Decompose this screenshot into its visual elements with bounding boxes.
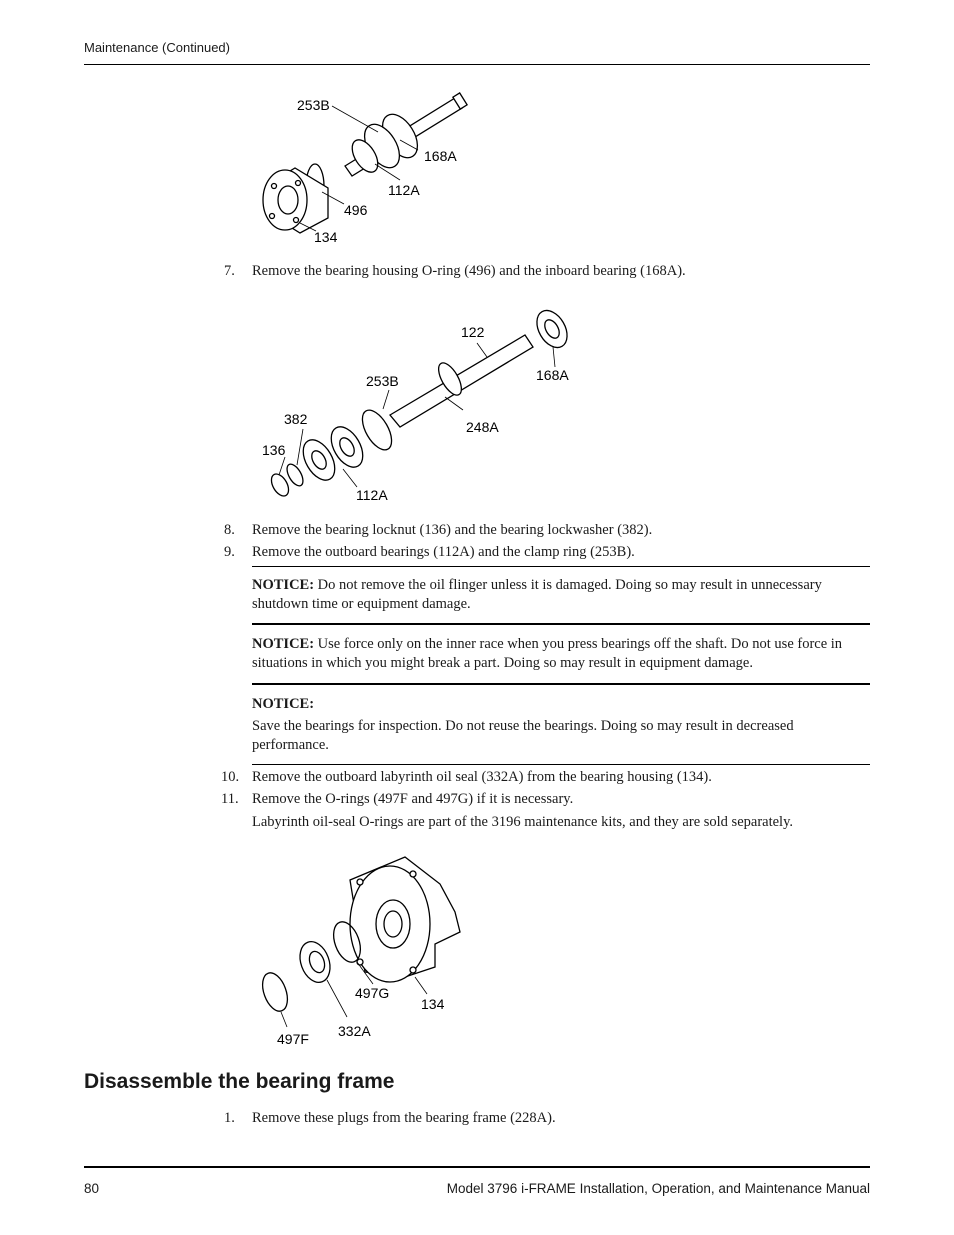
callout-112A: 112A [388, 182, 420, 198]
notice-divider [252, 683, 870, 685]
notice-label: NOTICE: [252, 636, 315, 652]
step-number: 9. [224, 544, 235, 560]
callout-497F: 497F [277, 1031, 309, 1047]
page-number: 80 [84, 1181, 100, 1196]
figure-housing-seal-orings [255, 852, 480, 1057]
step-number: 8. [224, 522, 235, 538]
figure-shaft-exploded [255, 305, 585, 505]
header-rule [84, 64, 870, 65]
step-number: 11. [221, 791, 239, 807]
callout-253B: 253B [366, 373, 399, 389]
callout-253B: 253B [297, 97, 330, 113]
notice-oil-flinger [252, 576, 864, 614]
notice-label: NOTICE: [252, 577, 315, 593]
callout-136: 136 [262, 442, 286, 458]
footer-manual-title: Model 3796 i-FRAME Installation, Operation, and Maintenance Manual [446, 1181, 870, 1196]
step-number: 1. [224, 1110, 235, 1126]
notice-text: Use force only on the inner race when you press bearings off the shaft. Do not use force in situations in which you might break a part. Doing so may result in equipment damage. [252, 636, 843, 671]
callout-168A: 168A [424, 148, 457, 164]
callout-112A: 112A [356, 487, 388, 503]
callout-134: 134 [314, 229, 338, 245]
notice-text: Do not remove the oil flinger unless it is damaged. Doing so may result in unnecessary shutdown time or equipment damage. [252, 577, 822, 612]
callout-168A: 168A [536, 367, 569, 383]
callout-332A: 332A [338, 1023, 371, 1039]
section-heading: Disassemble the bearing frame [84, 1070, 395, 1093]
figure-shaft-housing-assembly [250, 88, 490, 253]
step-text: Remove the O-rings (497F and 497G) if it is necessary. [252, 791, 574, 807]
notice-rule-top [252, 566, 870, 567]
notice-rule-bottom [252, 764, 870, 765]
callout-496: 496 [344, 202, 368, 218]
step-text: Remove the outboard labyrinth oil seal (332A) from the bearing housing (134). [252, 769, 712, 785]
step-text: Remove the bearing housing O-ring (496) and the inboard bearing (168A). [252, 263, 686, 279]
step-text: Remove the outboard bearings (112A) and the clamp ring (253B). [252, 544, 635, 560]
running-header: Maintenance (Continued) [84, 40, 230, 55]
callout-248A: 248A [466, 419, 499, 435]
callout-122: 122 [461, 324, 485, 340]
callout-497G: 497G [355, 985, 390, 1001]
notice-divider [252, 623, 870, 625]
step-text: Remove these plugs from the bearing frame (228A). [252, 1110, 556, 1126]
notice-inner-race [252, 635, 864, 673]
step-number: 10. [221, 769, 240, 785]
notice-save-bearings [252, 695, 864, 755]
callout-134: 134 [421, 996, 445, 1012]
step-11-note: Labyrinth oil-seal O-rings are part of the 3196 maintenance kits, and they are sold separately. [252, 814, 794, 830]
notice-label: NOTICE: [252, 696, 315, 712]
notice-text: Save the bearings for inspection. Do not reuse the bearings. Doing so may result in decreased performance. [252, 718, 794, 753]
callout-382: 382 [284, 411, 308, 427]
step-text: Remove the bearing locknut (136) and the bearing lockwasher (382). [252, 522, 653, 538]
step-number: 7. [224, 263, 235, 279]
footer-rule [84, 1166, 870, 1168]
